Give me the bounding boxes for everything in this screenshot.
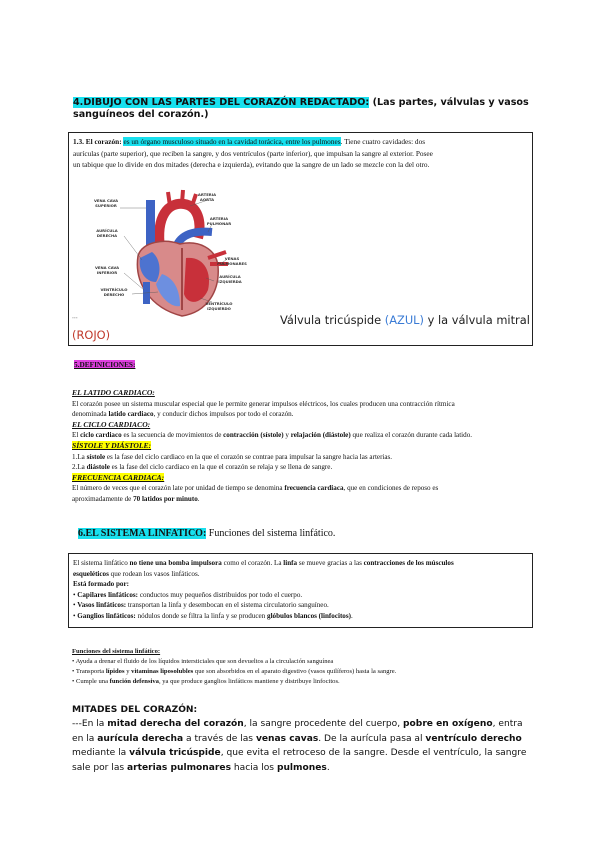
- f2-d: vitaminas liposolubles: [131, 667, 194, 675]
- label-auricula-izquierda: AURÍCULA IZQUIERDA: [218, 274, 242, 284]
- item3-text: nódulos donde se filtra la linfa y se producen: [137, 611, 266, 620]
- mitades-line3: [72, 746, 542, 760]
- diastole-b: diástole: [86, 463, 110, 472]
- lymph-b: no tiene una bomba impulsora: [129, 559, 222, 567]
- heart-description: [73, 136, 531, 171]
- m1-a: ---En la: [72, 719, 105, 730]
- f3-c: , ya que produce ganglios linfáticos mantiene y distribuye linfocitos.: [158, 677, 340, 685]
- m2-f: ventrículo derecho: [425, 733, 522, 744]
- item3-end: .: [350, 611, 353, 620]
- m4-e: .: [326, 762, 330, 773]
- ciclo-a: El: [72, 431, 79, 440]
- heart-diagram: [90, 186, 250, 326]
- lymph-item3: • Ganglios linfáticos: nódulos donde se filtra la linfa y se producen glóbulos blancos (linfocitos).: [73, 611, 353, 620]
- heading-ciclo: EL CICLO CARDIACO:: [72, 419, 151, 429]
- tiny-mark: ***: [72, 317, 78, 321]
- diastole-c: es la fase del ciclo cardiaco en la que el corazón se relaja y se llena de sangre.: [111, 463, 333, 472]
- m4-d: pulmones: [276, 762, 327, 773]
- lymph-line2: [73, 569, 531, 580]
- heart-lead: 1.3. El corazón:: [73, 137, 122, 146]
- f3-a: • Cumple una: [72, 677, 109, 685]
- frecuencia-title: FRECUENCIA CARDIACA:: [72, 472, 165, 482]
- m1-c: , la sangre procedente del cuerpo,: [243, 719, 401, 730]
- label-venas-pulmonares: VENAS PULMONARES: [217, 256, 247, 266]
- f2-a: • Transporta: [72, 667, 105, 675]
- f3-b: función defensiva: [109, 677, 159, 685]
- mitades-line2: [72, 732, 542, 746]
- function-2: [72, 667, 532, 677]
- m2-b: aurícula derecha: [97, 733, 184, 744]
- section4-subtitle-line1: (Las partes, válvulas y vasos: [372, 97, 529, 108]
- item1-bold: Capilares linfáticos:: [77, 590, 139, 599]
- section4-subtitle-line2: sanguíneos del corazón.): [73, 109, 209, 120]
- label-arteria-aorta: ARTERIA AORTA: [197, 192, 217, 202]
- ciclo-g: que realiza el corazón durante cada latido.: [352, 431, 473, 440]
- lymph-h: que rodean los vasos linfáticos.: [110, 569, 200, 578]
- lymph-item1: • Capilares linfáticos: conductos muy pequeños distribuidos por todo el cuerpo.: [73, 590, 303, 599]
- heart-line1-rest: . Tiene cuatro cavidades: dos: [340, 137, 426, 146]
- m2-d: venas cavas: [255, 733, 319, 744]
- m2-a: en la: [72, 733, 95, 744]
- ciclo-line: [72, 430, 532, 441]
- definitions: [72, 388, 532, 505]
- latido-bold: latido cardiaco: [108, 410, 154, 419]
- valve-tricuspide: Válvula tricúspide: [280, 313, 382, 327]
- lymph-d: linfa: [283, 559, 298, 567]
- label-auricula-derecha: AURÍCULA DERECHA: [96, 228, 118, 238]
- m4-c: hacia los: [233, 762, 275, 773]
- lymph-a: El sistema linfático: [73, 559, 128, 567]
- item3-bold2: glóbulos blancos (linfocitos): [267, 611, 351, 620]
- label-vena-cava-inferior: VENA CAVA INFERIOR: [94, 265, 120, 275]
- m3-a: mediante la: [72, 748, 127, 759]
- section6-title: 6.EL SISTEMA LINFATICO:: [78, 528, 207, 539]
- m1-b: mitad derecha del corazón: [107, 719, 244, 730]
- mitades-section: [72, 703, 542, 775]
- m1-e: , entra: [492, 719, 523, 730]
- heading-latido: EL LATIDO CARDIACO:: [72, 388, 155, 397]
- latido-text-c: , y conducir dichos impulsos por todo el corazón.: [153, 410, 294, 419]
- lymph-f: contracciones de los músculos: [363, 559, 454, 567]
- ciclo-b: ciclo cardiaco: [80, 431, 122, 440]
- section5-heading: [74, 360, 135, 369]
- frecuencia-line2: [72, 494, 532, 505]
- heading-sistole: [72, 441, 532, 452]
- sistole-title: SÍSTOLE Y DIÁSTOLE:: [72, 440, 152, 450]
- latido-line1: El corazón posee un sistema muscular especial que le permite generar impulsos eléctricos, los cuales producen una contracción rítmica: [72, 399, 455, 408]
- frecuencia-c: , que en condiciones de reposo es: [343, 484, 439, 493]
- item1-text: conductos muy pequeños distribuidos por todo el cuerpo.: [139, 590, 303, 599]
- lymph-e: se mueve gracias a las: [298, 559, 362, 567]
- frecuencia-line1: [72, 483, 532, 494]
- m4-b: arterias pulmonares: [127, 762, 231, 773]
- valve-blue-tag: (AZUL): [384, 313, 424, 327]
- frecuencia-f: .: [197, 494, 200, 503]
- m4-a: sale por las: [72, 762, 125, 773]
- frecuencia-b: frecuencia cardiaca: [284, 484, 344, 493]
- functions-heading: Funciones del sistema linfático:: [72, 648, 161, 655]
- item2-bold: Vasos linfáticos:: [77, 601, 127, 610]
- section4-title: 4.DIBUJO CON LAS PARTES DEL CORAZÓN REDACTADO:: [73, 97, 370, 108]
- section6-heading: [78, 528, 335, 539]
- heart-highlight: es un órgano musculoso situado en la cavidad torácica, entre los pulmones: [123, 137, 341, 146]
- diastole-a: 2.La: [72, 463, 85, 472]
- m3-c: , que evita el retroceso de la sangre. Desde el ventrículo, la sangre: [220, 748, 527, 759]
- valve-red-tag: (ROJO): [72, 328, 111, 342]
- ciclo-f: relajación (diástole): [290, 431, 351, 440]
- section4-heading: [73, 97, 533, 121]
- label-vena-cava-superior: VENA CAVA SUPERIOR: [93, 198, 119, 208]
- lymph-formado: Está formado por:: [73, 580, 129, 589]
- frecuencia-e: 70 latidos por minuto: [133, 494, 198, 503]
- item3-bold: Ganglios linfáticos:: [77, 611, 136, 620]
- sistole-c: es la fase del ciclo cardiaco en la que el corazón se contrae para impulsar la sangre hacia las arterias.: [106, 452, 393, 461]
- m2-c: a través de las: [186, 733, 254, 744]
- section6-subtitle: Funciones del sistema linfático.: [208, 528, 336, 539]
- label-arteria-pulmonar: ARTERIA PULMONAR: [206, 216, 232, 226]
- lymph-c: como el corazón. La: [223, 559, 282, 567]
- ciclo-d: contracción (sístole): [223, 431, 284, 440]
- function-1: • Ayuda a drenar el fluido de los líquidos intersticiales que son devueltos a la circulación sanguínea: [72, 657, 334, 665]
- lymph-line1: [73, 558, 531, 569]
- section5-title: 5.DEFINICIONES:: [74, 360, 136, 369]
- label-ventriculo-izquierdo: VENTRÍCULO IZQUIERDO: [205, 301, 233, 311]
- latido-text-a: denominada: [72, 410, 107, 419]
- latido-line2: [72, 409, 532, 420]
- mitades-line1: [72, 717, 542, 731]
- lymph-line3: [73, 579, 531, 590]
- valve-line: [280, 313, 532, 327]
- ciclo-e: y: [285, 431, 289, 440]
- item2-text: transportan la linfa y desembocan en el sistema circulatorio sanguíneo.: [127, 601, 329, 610]
- valve-mitral: y la válvula mitral: [427, 313, 530, 327]
- m3-b: válvula tricúspide: [129, 748, 221, 759]
- lymph-item2: • Vasos linfáticos: transportan la linfa y desembocan en el sistema circulatorio sanguíneo.: [73, 601, 329, 610]
- lymph-g: esqueléticos: [73, 569, 109, 578]
- f2-c: y: [126, 667, 130, 675]
- mitades-title: MITADES DEL CORAZÓN:: [72, 705, 198, 715]
- lymph-functions: [72, 647, 532, 687]
- m2-e: . De la aurícula pasa al: [318, 733, 423, 744]
- sistole-line: [72, 452, 532, 463]
- sistole-b: sístole: [86, 452, 106, 461]
- sistole-a: 1.La: [72, 452, 85, 461]
- f2-b: lípidos: [105, 667, 125, 675]
- mitades-line4: [72, 761, 542, 775]
- frecuencia-a: El número de veces que el corazón late por unidad de tiempo se denomina: [72, 484, 283, 493]
- heart-line2: aurículas (parte superior), que reciben la sangre, y dos ventrículos (parte inferior), que impulsan la sangre al exterior. Posee: [73, 148, 433, 158]
- frecuencia-d: aproximadamente de: [72, 494, 132, 503]
- ciclo-c: es la secuencia de movimientos de: [123, 431, 222, 440]
- heart-line3: un tabique que lo divide en dos mitades (derecha e izquierda), evitando que la sangre de un lado se mezcle con la del otro.: [73, 160, 430, 170]
- label-ventriculo-derecho: VENTRÍCULO DERECHO: [100, 287, 128, 297]
- function-3: [72, 677, 532, 687]
- f2-e: que son absorbidos en el aparato digestivo (vasos quilíferos) hasta la sangre.: [194, 667, 397, 675]
- heading-frecuencia: [72, 473, 532, 484]
- diastole-line: [72, 462, 532, 473]
- lymph-content: [73, 558, 531, 622]
- m1-d: pobre en oxígeno: [403, 719, 493, 730]
